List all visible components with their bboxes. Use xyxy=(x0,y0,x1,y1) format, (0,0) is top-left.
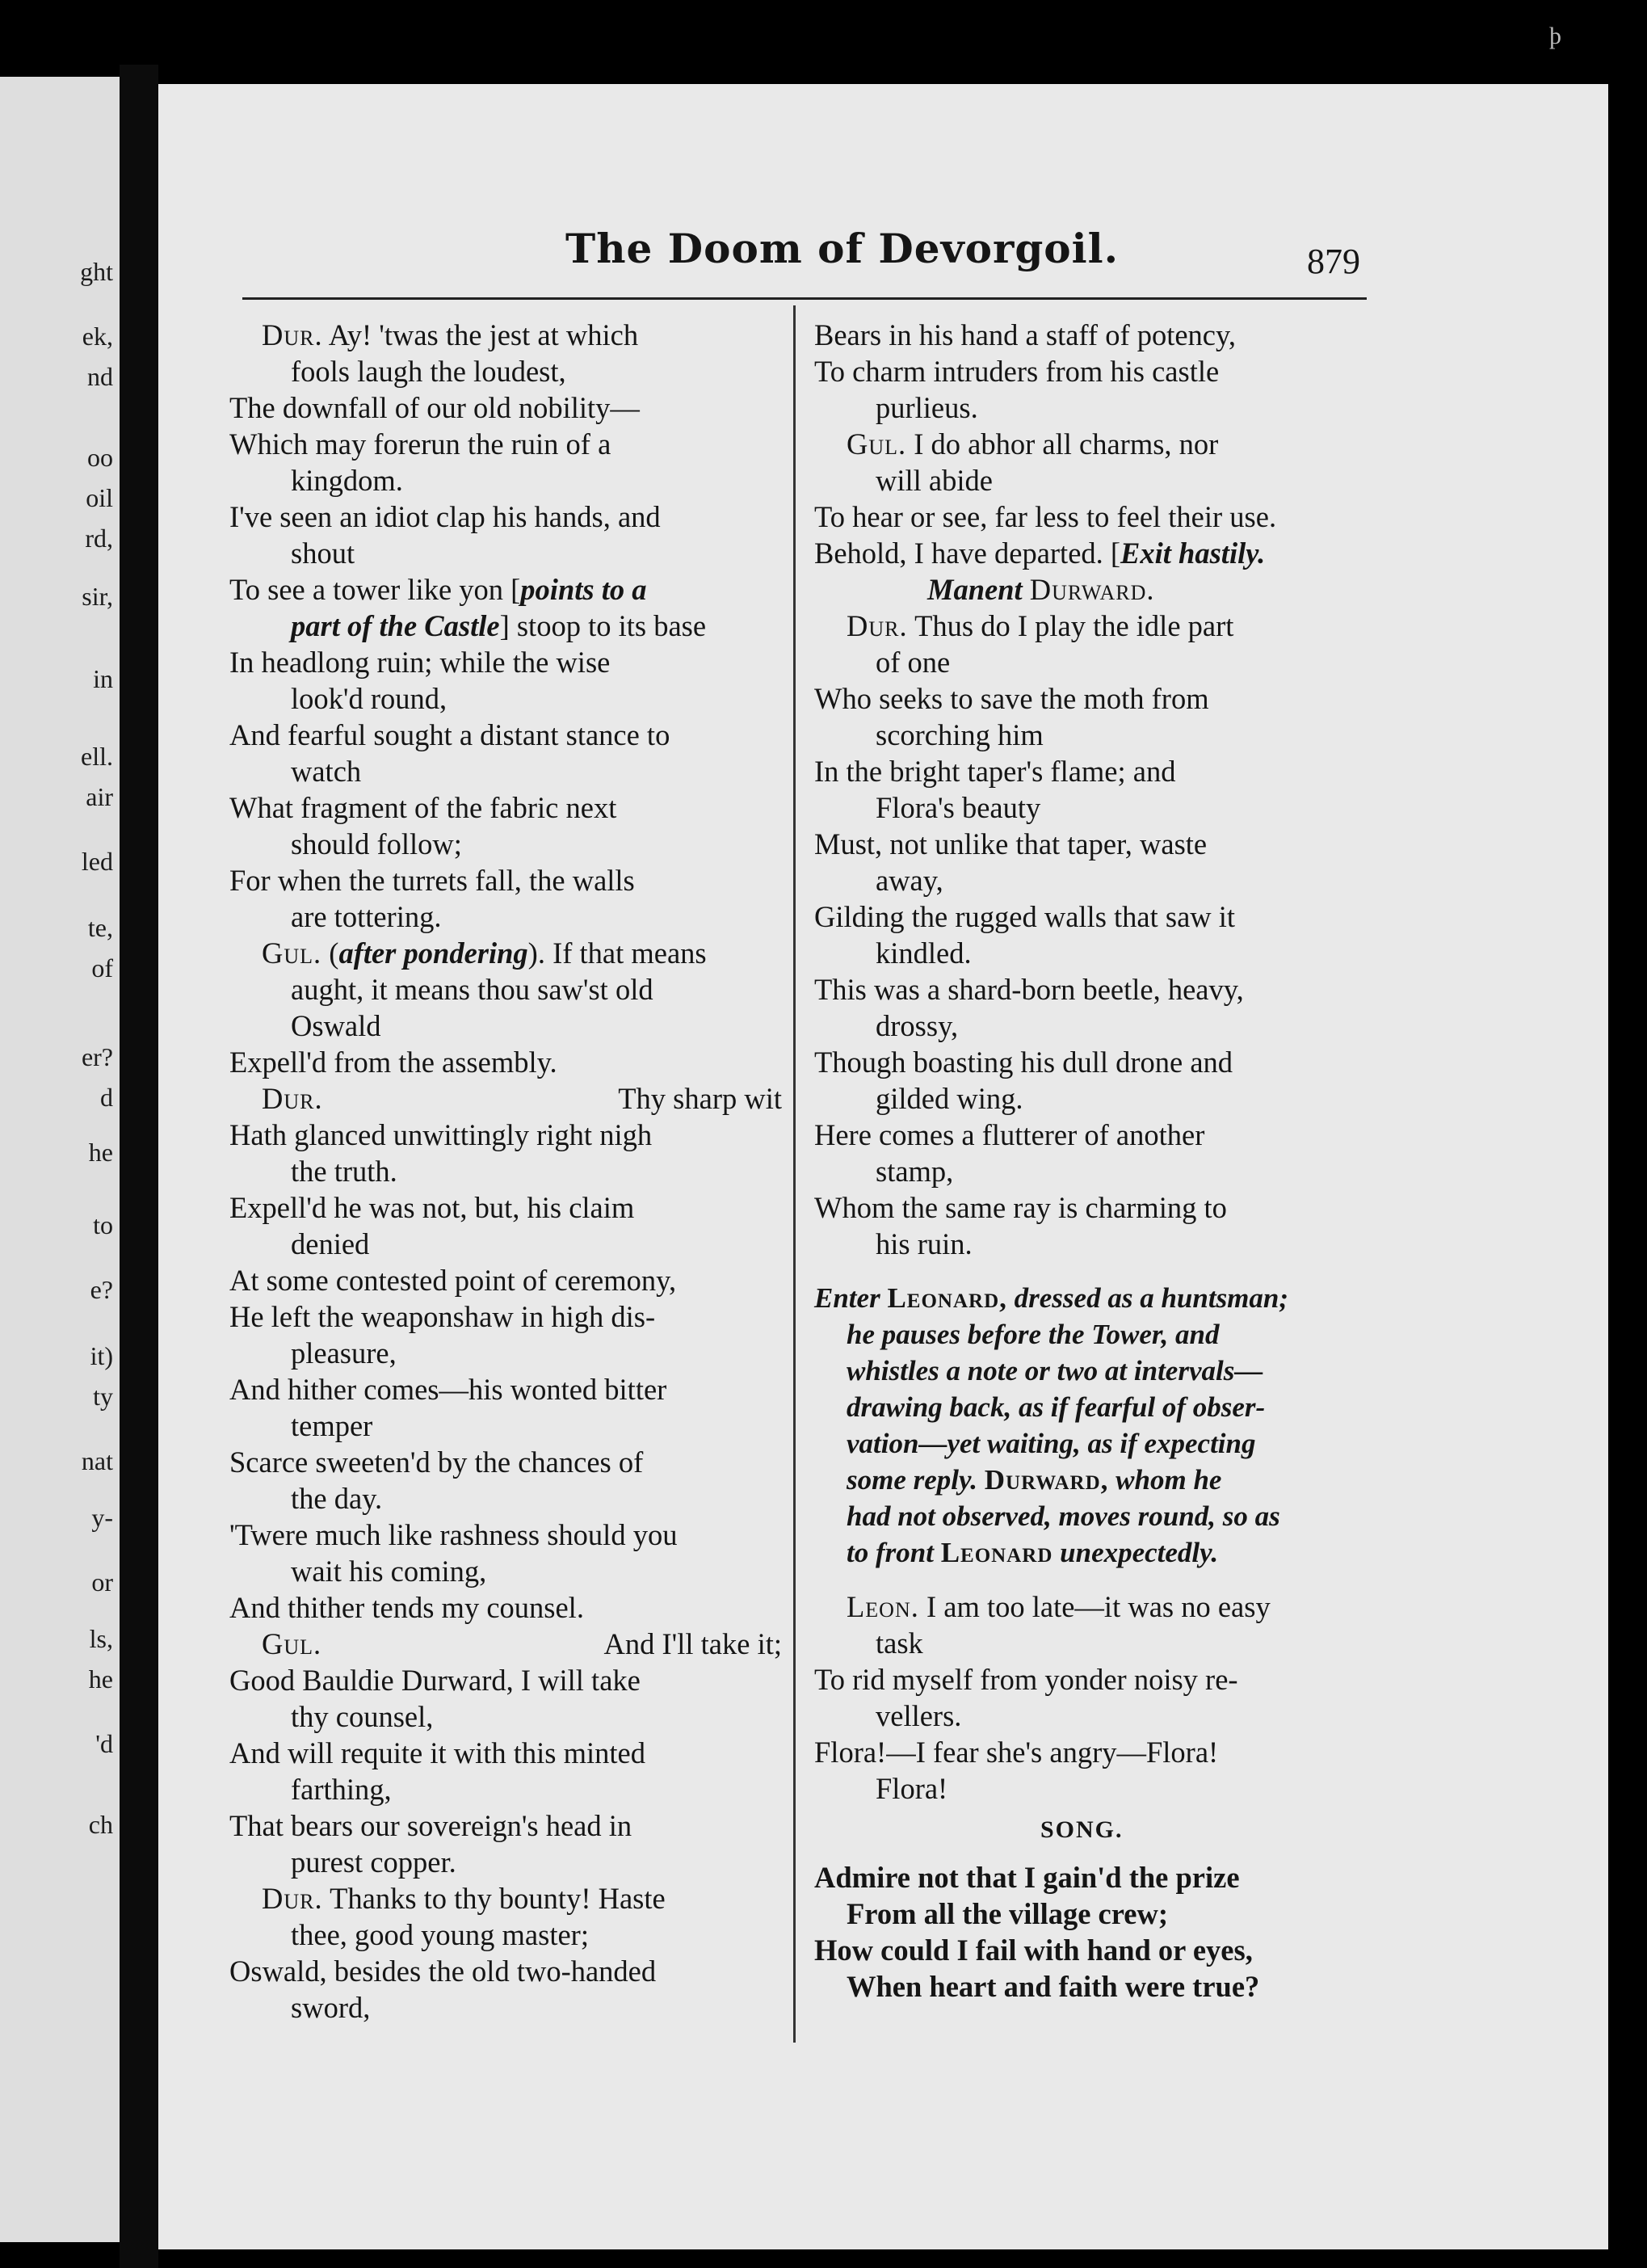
text-line xyxy=(229,1698,787,1735)
line-text: For when the turrets fall, the walls xyxy=(229,864,635,897)
line-text: wait his coming, xyxy=(291,1555,487,1588)
text-line xyxy=(229,862,787,898)
text-line xyxy=(814,644,1372,680)
italic-text: after pondering xyxy=(338,936,528,970)
spacer xyxy=(814,1262,1372,1280)
line-text: Which may forerun the ruin of a xyxy=(229,427,611,461)
text-line xyxy=(814,389,1372,426)
text-line xyxy=(229,1044,787,1080)
line-text: purlieus. xyxy=(876,391,978,424)
facing-page-fragment: nd xyxy=(87,362,113,391)
stage-text: whistles a note or two at intervals— xyxy=(847,1355,1263,1386)
text-line xyxy=(229,1844,787,1880)
facing-page-fragment: oil xyxy=(86,483,113,512)
facing-page-fragment: it) xyxy=(90,1341,113,1370)
line-text: thee, good young master; xyxy=(291,1918,589,1951)
running-title: The Doom of Devorgoil. xyxy=(565,225,1120,272)
text-line xyxy=(229,789,787,826)
stage-text: whom he xyxy=(1108,1464,1222,1496)
speaker-name: Dur. xyxy=(847,609,908,642)
line-text: I am too late—it was no easy xyxy=(926,1590,1271,1623)
text-line xyxy=(229,1335,787,1371)
speaker-name: Gul. xyxy=(262,1627,322,1660)
line-text: That bears our sovereign's head in xyxy=(229,1809,632,1842)
facing-page-fragment: d xyxy=(100,1083,113,1112)
stage-direction-line xyxy=(814,1462,1372,1498)
line-text: Thus do I play the idle part xyxy=(914,609,1234,642)
line-text: aught, it means thou saw'st old xyxy=(291,973,653,1006)
song-line: How could I fail with hand or eyes, xyxy=(814,1933,1253,1967)
text-line xyxy=(229,935,787,971)
facing-page-fragment: 'd xyxy=(95,1729,113,1758)
right-column xyxy=(814,317,1372,2005)
text-line xyxy=(229,1371,787,1408)
header-rule xyxy=(242,297,1367,300)
line-text: Flora's beauty xyxy=(876,791,1041,824)
line-text: Thy sharp wit xyxy=(618,1082,782,1115)
text-line xyxy=(229,898,787,935)
facing-page-fragment: te, xyxy=(87,913,113,942)
text-line xyxy=(229,1298,787,1335)
text-line xyxy=(814,826,1372,862)
song-line: When heart and faith were true? xyxy=(847,1970,1260,2003)
stage-direction-line xyxy=(814,1353,1372,1389)
line-text: Ay! 'twas the jest at which xyxy=(328,318,639,351)
line-text: What fragment of the fabric next xyxy=(229,791,617,824)
text-line xyxy=(229,1008,787,1044)
line-text: kingdom. xyxy=(291,464,403,497)
line-text: In the bright taper's flame; and xyxy=(814,755,1176,788)
line-text: And fearful sought a distant stance to xyxy=(229,718,670,751)
line-text: Flora! xyxy=(876,1772,948,1805)
text-line xyxy=(229,1989,787,2026)
text-line xyxy=(229,1662,787,1698)
line-text: He left the weaponshaw in high dis- xyxy=(229,1300,656,1333)
line-text: are tottering. xyxy=(291,900,442,933)
text-line xyxy=(229,717,787,753)
line-text: task xyxy=(876,1626,923,1660)
book-gutter xyxy=(120,65,158,2268)
text-line xyxy=(229,1408,787,1444)
line-text: will abide xyxy=(876,464,993,497)
facing-page-fragment: y- xyxy=(91,1503,113,1532)
text-line xyxy=(229,571,787,608)
text-line xyxy=(814,935,1372,971)
stage-text: to front xyxy=(847,1537,941,1568)
stage-text: Enter xyxy=(814,1282,888,1314)
text-line xyxy=(814,426,1372,462)
text-line xyxy=(229,1626,787,1662)
line-text: Good Bauldie Durward, I will take xyxy=(229,1664,641,1697)
line-text: And I'll take it; xyxy=(603,1627,782,1660)
facing-page-fragment: of xyxy=(91,953,113,983)
facing-page-fragment: ght xyxy=(80,257,113,286)
text-line xyxy=(229,426,787,462)
facing-page-fragment: he xyxy=(88,1138,113,1167)
text-line xyxy=(229,1917,787,1953)
stage-exit: Exit hastily. xyxy=(1120,536,1266,570)
line-text: In headlong ruin; while the wise xyxy=(229,646,611,679)
line-text: To see a tower like yon [ xyxy=(229,573,521,606)
text-line xyxy=(229,353,787,389)
spacer xyxy=(814,1571,1372,1588)
line-text: away, xyxy=(876,864,943,897)
text-line xyxy=(229,535,787,571)
line-text: watch xyxy=(291,755,362,788)
text-line xyxy=(814,608,1372,644)
line-text: Oswald xyxy=(291,1009,381,1042)
text-line xyxy=(814,353,1372,389)
text-line xyxy=(229,317,787,353)
text-line xyxy=(814,862,1372,898)
line-text: gilded wing. xyxy=(876,1082,1023,1115)
text-line xyxy=(814,1153,1372,1189)
corner-mark: þ xyxy=(1549,23,1561,49)
column-rule xyxy=(793,305,796,2043)
text-line xyxy=(814,1770,1372,1807)
text-line xyxy=(229,1517,787,1553)
facing-page-fragment: ls, xyxy=(89,1624,113,1653)
speaker-name: Leonard xyxy=(940,1537,1053,1568)
line-text: I do abhor all charms, nor xyxy=(914,427,1219,461)
facing-page-strip xyxy=(0,77,120,2242)
text-line xyxy=(229,1880,787,1917)
song-title: SONG. xyxy=(1040,1816,1124,1843)
line-text: scorching him xyxy=(876,718,1044,751)
facing-page-fragment: er? xyxy=(81,1042,113,1071)
song-line: Admire not that I gain'd the prize xyxy=(814,1861,1240,1894)
facing-page-fragment: ek, xyxy=(82,322,113,351)
stage-direction-line xyxy=(814,1498,1372,1534)
text-line xyxy=(229,608,787,644)
speaker-name: Dur. xyxy=(262,1882,323,1915)
text-line xyxy=(229,1953,787,1989)
stage-direction-line xyxy=(814,1316,1372,1353)
facing-page-fragment: air xyxy=(86,782,113,811)
line-text: ( xyxy=(329,936,339,970)
text-line xyxy=(229,1771,787,1807)
line-text: should follow; xyxy=(291,827,462,860)
line-text: And will requite it with this minted xyxy=(229,1736,646,1769)
stage-text: drawing back, as if fearful of obser- xyxy=(847,1391,1266,1423)
stage-direction-word: Manent xyxy=(927,573,1023,606)
facing-page-fragment: or xyxy=(91,1567,113,1597)
text-line xyxy=(229,1444,787,1480)
line-text: Oswald, besides the old two-handed xyxy=(229,1955,657,1988)
line-text: thy counsel, xyxy=(291,1700,434,1733)
stage-direction xyxy=(814,1280,1372,1571)
line-text: Flora!—I fear she's angry—Flora! xyxy=(814,1736,1219,1769)
line-text: Hath glanced unwittingly right nigh xyxy=(229,1118,653,1151)
line-text: Scarce sweeten'd by the chances of xyxy=(229,1445,644,1479)
line-text: Expell'd from the assembly. xyxy=(229,1046,557,1079)
text-line xyxy=(229,1480,787,1517)
text-line xyxy=(814,717,1372,753)
text-line xyxy=(814,1661,1372,1698)
text-line xyxy=(229,1226,787,1262)
line-text: Behold, I have departed. [ xyxy=(814,536,1121,570)
text-line xyxy=(229,644,787,680)
stage-direction-line xyxy=(814,1389,1372,1425)
speaker-name: Gul. xyxy=(847,427,907,461)
line-text: kindled. xyxy=(876,936,972,970)
facing-page-fragment: led xyxy=(81,847,113,876)
stage-text: unexpectedly. xyxy=(1052,1537,1219,1568)
line-text: shout xyxy=(291,536,355,570)
text-line xyxy=(814,1080,1372,1117)
text-line xyxy=(229,1153,787,1189)
text-line xyxy=(229,462,787,499)
song-line: From all the village crew; xyxy=(847,1897,1169,1930)
text-line xyxy=(229,1807,787,1844)
text-line xyxy=(229,753,787,789)
line-text: the truth. xyxy=(291,1155,397,1188)
text-line xyxy=(814,1044,1372,1080)
line-text: of one xyxy=(876,646,951,679)
line-text: And hither comes—his wonted bitter xyxy=(229,1373,667,1406)
text-line xyxy=(229,680,787,717)
line-text: This was a shard-born beetle, heavy, xyxy=(814,973,1244,1006)
speaker-name: Leon. xyxy=(847,1590,919,1623)
line-text: Gilding the rugged walls that saw it xyxy=(814,900,1236,933)
line-text: Though boasting his dull drone and xyxy=(814,1046,1233,1079)
stage-text: he pauses before the Tower, and xyxy=(847,1319,1220,1350)
line-text: At some contested point of ceremony, xyxy=(229,1264,677,1297)
text-line xyxy=(229,389,787,426)
speaker-name: Gul. xyxy=(262,936,322,970)
stage-text: had not observed, moves round, so as xyxy=(847,1500,1280,1532)
text-line xyxy=(814,753,1372,789)
line-text: Whom the same ray is charming to xyxy=(814,1191,1227,1224)
facing-page-fragment: in xyxy=(93,664,113,693)
stage-direction-line xyxy=(814,1534,1372,1571)
text-line xyxy=(229,499,787,535)
line-text: Here comes a flutterer of another xyxy=(814,1118,1205,1151)
speaker-name: Dur. xyxy=(262,1082,323,1115)
left-column xyxy=(229,317,787,2026)
line-text: Who seeks to save the moth from xyxy=(814,682,1209,715)
line-text: I've seen an idiot clap his hands, and xyxy=(229,500,661,533)
facing-page-fragment: nat xyxy=(81,1446,113,1475)
line-text: look'd round, xyxy=(291,682,447,715)
line-text: Thanks to thy bounty! Haste xyxy=(330,1882,666,1915)
line-text: 'Twere much like rashness should you xyxy=(229,1518,678,1551)
line-text: pleasure, xyxy=(291,1336,397,1370)
facing-page-fragment: he xyxy=(88,1664,113,1694)
line-text: ] stoop to its base xyxy=(499,609,707,642)
line-text: farthing, xyxy=(291,1773,392,1806)
line-text: ). If that means xyxy=(527,936,707,970)
text-line xyxy=(814,898,1372,935)
speaker-name: Leonard, xyxy=(887,1282,1007,1314)
stage-text: vation—yet waiting, as if expecting xyxy=(847,1428,1256,1459)
speaker-name: Durward. xyxy=(1029,573,1155,606)
text-line xyxy=(814,317,1372,353)
text-line xyxy=(814,1734,1372,1770)
line-text: Must, not unlike that taper, waste xyxy=(814,827,1208,860)
text-line xyxy=(814,571,1372,608)
text-line xyxy=(229,971,787,1008)
text-line xyxy=(814,1189,1372,1226)
italic-text: part of the Castle xyxy=(291,609,500,642)
text-line xyxy=(814,680,1372,717)
text-line xyxy=(229,1117,787,1153)
italic-text: points to a xyxy=(520,573,647,606)
text-line xyxy=(814,535,1372,571)
text-line xyxy=(229,826,787,862)
facing-page-fragment: ell. xyxy=(81,742,113,771)
text-line xyxy=(229,1589,787,1626)
speaker-name: Durward, xyxy=(984,1464,1109,1496)
line-text: denied xyxy=(291,1227,370,1260)
stage-direction-line xyxy=(814,1425,1372,1462)
speaker-name: Dur. xyxy=(262,318,323,351)
line-text: Expell'd he was not, but, his claim xyxy=(229,1191,635,1224)
text-line xyxy=(814,1117,1372,1153)
facing-page-fragment: to xyxy=(93,1210,113,1239)
text-line xyxy=(229,1262,787,1298)
stage-text: dressed as a huntsman; xyxy=(1006,1282,1289,1314)
text-line xyxy=(814,462,1372,499)
text-line xyxy=(814,971,1372,1008)
line-text: vellers. xyxy=(876,1699,962,1732)
line-text: temper xyxy=(291,1409,373,1442)
line-text: purest copper. xyxy=(291,1845,456,1879)
line-text: stamp, xyxy=(876,1155,954,1188)
stage-direction-line xyxy=(814,1280,1372,1316)
facing-page-fragment: sir, xyxy=(82,582,113,611)
line-text: his ruin. xyxy=(876,1227,973,1260)
page-number: 879 xyxy=(1307,242,1360,281)
facing-page-fragment: e? xyxy=(90,1275,113,1304)
line-text: Bears in his hand a staff of potency, xyxy=(814,318,1237,351)
line-text: To hear or see, far less to feel their use. xyxy=(814,500,1277,533)
text-line xyxy=(814,1588,1372,1625)
line-text: drossy, xyxy=(876,1009,959,1042)
line-text: the day. xyxy=(291,1482,383,1515)
text-line xyxy=(229,1553,787,1589)
facing-page-fragment: ty xyxy=(93,1382,113,1411)
line-text: fools laugh the loudest, xyxy=(291,355,566,388)
line-text: And thither tends my counsel. xyxy=(229,1591,584,1624)
facing-page-fragment: oo xyxy=(87,443,113,472)
text-line xyxy=(814,1226,1372,1262)
text-line xyxy=(229,1080,787,1117)
text-line xyxy=(814,1698,1372,1734)
facing-page-fragment: rd, xyxy=(85,524,113,553)
text-line xyxy=(229,1189,787,1226)
line-text: sword, xyxy=(291,1991,371,2024)
facing-page-fragment: ch xyxy=(88,1810,113,1839)
text-line xyxy=(814,1625,1372,1661)
text-line xyxy=(814,1008,1372,1044)
stage-text: some reply. xyxy=(847,1464,985,1496)
text-line xyxy=(229,1735,787,1771)
line-text: The downfall of our old nobility— xyxy=(229,391,640,424)
text-line xyxy=(814,789,1372,826)
text-line xyxy=(814,499,1372,535)
line-text: To rid myself from yonder noisy re- xyxy=(814,1663,1238,1696)
line-text: To charm intruders from his castle xyxy=(814,355,1220,388)
